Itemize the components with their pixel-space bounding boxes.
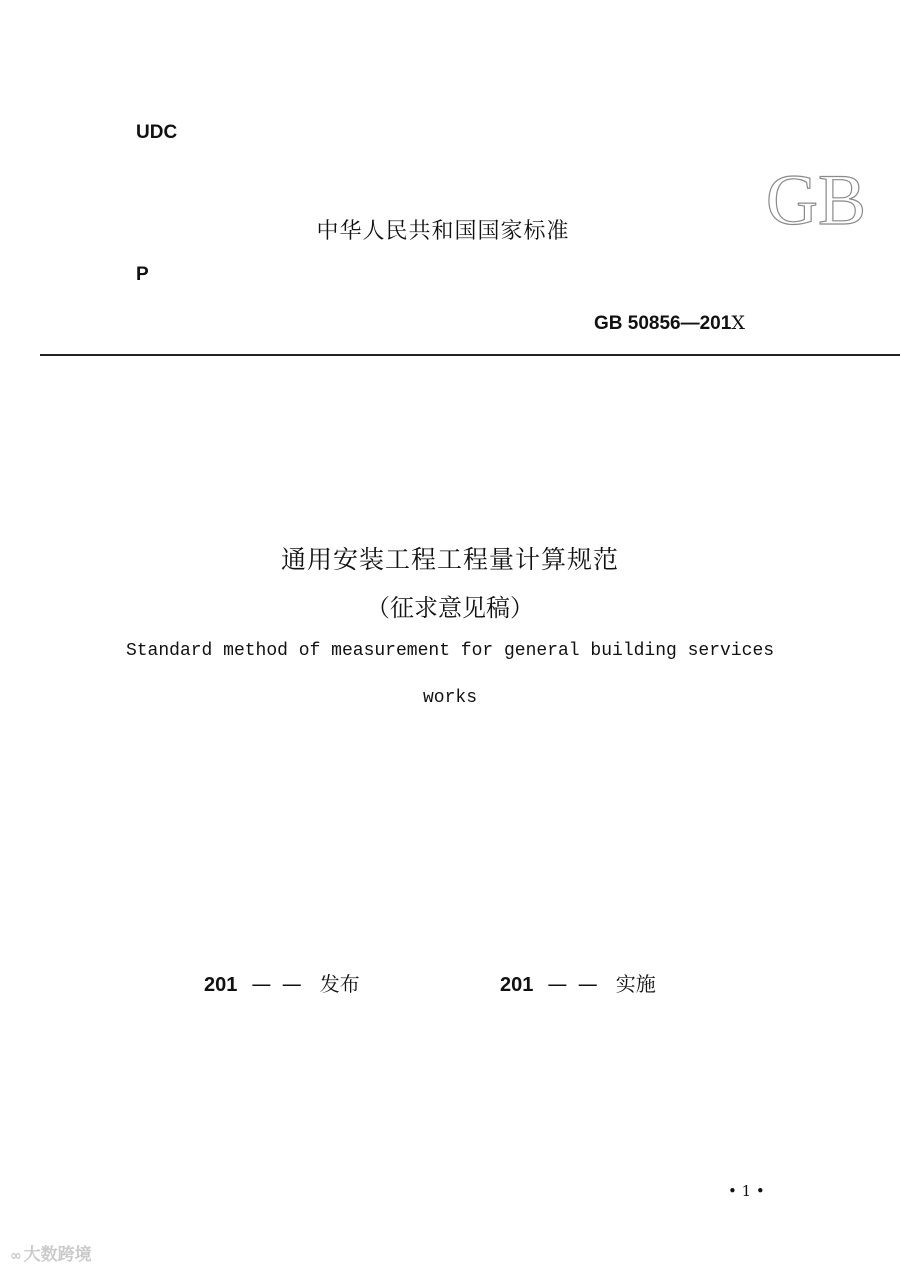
page-number: • 1 • <box>728 1182 765 1200</box>
gb-logo-text: GB <box>765 160 867 240</box>
udc-label: UDC <box>136 122 178 143</box>
english-title-line-2: works <box>422 688 477 708</box>
document-subtitle: （征求意见稿） <box>366 594 534 622</box>
watermark-icon: ∞ <box>10 1248 22 1264</box>
document-title: 通用安装工程工程量计算规范 <box>280 545 619 574</box>
issue-dashes: — — <box>251 972 304 996</box>
implementation-year: 201 <box>500 974 534 996</box>
implementation-dashes: — — <box>547 972 600 996</box>
english-title-line-1: Standard method of measurement for general building services <box>125 641 775 661</box>
gb-logo <box>765 160 867 240</box>
header-divider <box>40 354 900 356</box>
issue-date <box>204 968 360 997</box>
standard-number-suffix: X <box>731 312 745 334</box>
watermark-text: 大数跨境 <box>23 1245 92 1265</box>
p-class-label: P <box>136 264 149 285</box>
implementation-label: 实施 <box>615 972 656 996</box>
standard-number <box>594 312 745 335</box>
standard-number-main: GB 50856—201 <box>594 313 732 334</box>
national-standard-heading: 中华人民共和国国家标准 <box>316 219 570 244</box>
issue-label: 发布 <box>319 972 360 996</box>
issue-year: 201 <box>204 974 238 996</box>
implementation-date <box>500 968 656 997</box>
watermark <box>10 1240 92 1265</box>
